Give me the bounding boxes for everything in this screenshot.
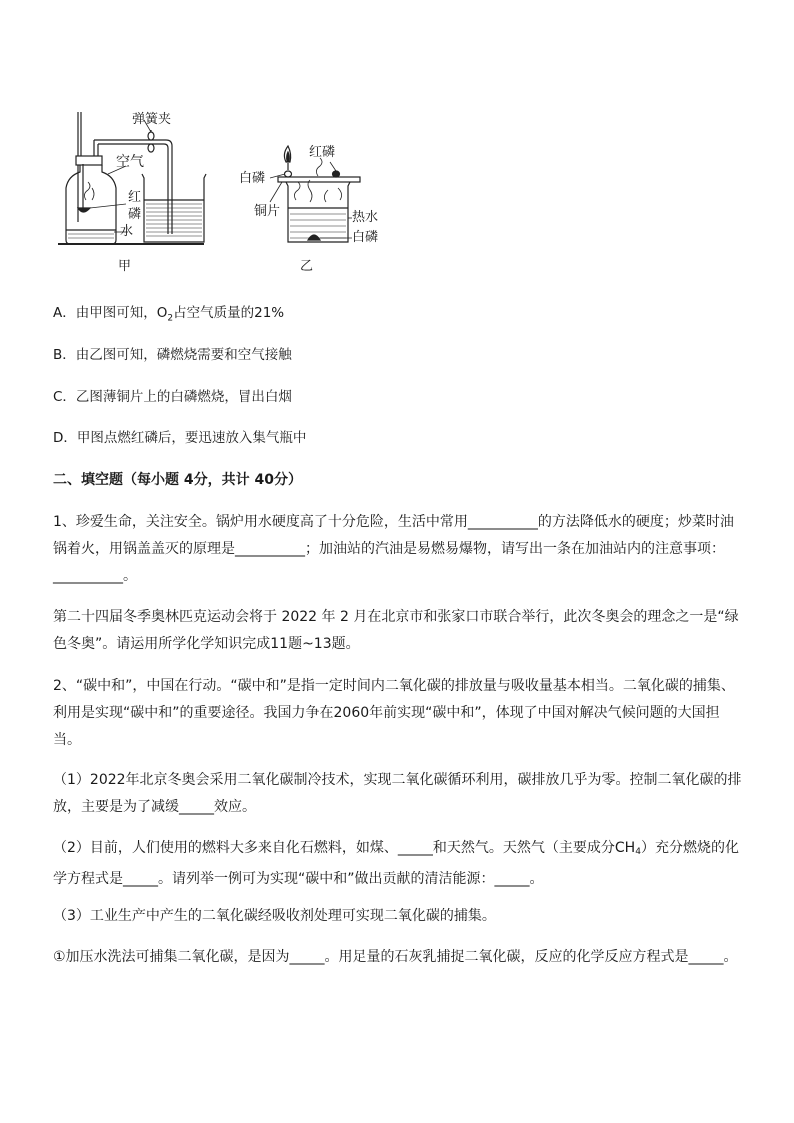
label-copper-sheet: 铜片: [254, 204, 281, 219]
label-red-phosphorus-2: 磷: [128, 207, 142, 222]
experiment-figure: [56, 104, 396, 280]
question-1: 1、珍爱生命，关注安全。锅炉用水硬度高了十分危险，生活中常用__________的方法降低水的硬度；炒菜时油锅着火，用锅盖盖灭的原理是__________；加油站的汽油是易燃易爆物，请写出一条在加油站内的注意事项：__________。: [53, 514, 734, 584]
question-2-part-2-post: ）充分燃烧的化学方程式是_____。请列举一例可为实现“碳中和”做出贡献的清洁能源：_____。: [53, 840, 739, 887]
label-red-phosphorus: 红磷: [309, 145, 336, 160]
label-red-phosphorus-1: 红: [128, 190, 142, 205]
label-spring-clip: 弹簧夹: [132, 112, 172, 127]
question-2-part-2-sub: 4: [635, 847, 641, 857]
option-a-sub: 2: [167, 313, 174, 324]
caption-jia: 甲: [118, 259, 132, 274]
label-white-phosphorus-top: 白磷: [239, 171, 266, 186]
label-white-phosphorus-bottom: 白磷: [352, 230, 379, 245]
option-a: [53, 303, 284, 329]
apparatus-drawing: [56, 104, 396, 280]
question-2-part-2-pre: （2）目前，人们使用的燃料大多来自化石燃料，如煤、_____和天然气。天然气（主要成分CH: [53, 840, 636, 856]
caption-yi: 乙: [300, 259, 314, 274]
question-2-part-3: （3）工业生产中产生的二氧化碳经吸收剂处理可实现二氧化碳的捕集。: [53, 908, 496, 924]
option-d: D．甲图点燃红磷后，要迅速放入集气瓶中: [53, 430, 307, 446]
question-2-part-2: [53, 835, 743, 893]
option-a-post: 占空气质量的21%: [173, 305, 285, 321]
intro-paragraph: 第二十四届冬季奥林匹克运动会将于 2022 年 2 月在北京市和张家口市联合举行，此次冬奥会的理念之一是“绿色冬奥”。请运用所学化学知识完成11题~13题。: [53, 609, 739, 652]
option-b: B．由乙图可知，磷燃烧需要和空气接触: [53, 347, 292, 363]
question-2-part-1: （1）2022年北京冬奥会采用二氧化碳制冷技术，实现二氧化碳循环利用，碳排放几乎为零。控制二氧化碳的排放，主要是为了减缓_____效应。: [53, 772, 742, 815]
question-2-part-3-1: ①加压水洗法可捕集二氧化碳，是因为_____。用足量的石灰乳捕捉二氧化碳，反应的化学反应方程式是_____。: [53, 949, 738, 965]
question-2: 2、“碳中和”，中国在行动。“碳中和”是指一定时间内二氧化碳的排放量与吸收量基本相当。二氧化碳的捕集、利用是实现“碳中和”的重要途径。我国力争在2060年前实现“碳中和”，体现了中国对解决气候问题的大国担当。: [53, 678, 735, 748]
label-water: 水: [120, 224, 134, 239]
section-title: 二、填空题（每小题 4分，共计 40分）: [53, 472, 302, 488]
option-c: C．乙图薄铜片上的白磷燃烧，冒出白烟: [53, 389, 292, 405]
option-a-pre: A．由甲图可知，O: [53, 305, 168, 321]
label-hot-water: 热水: [352, 210, 379, 225]
label-air: 空气: [116, 154, 144, 170]
